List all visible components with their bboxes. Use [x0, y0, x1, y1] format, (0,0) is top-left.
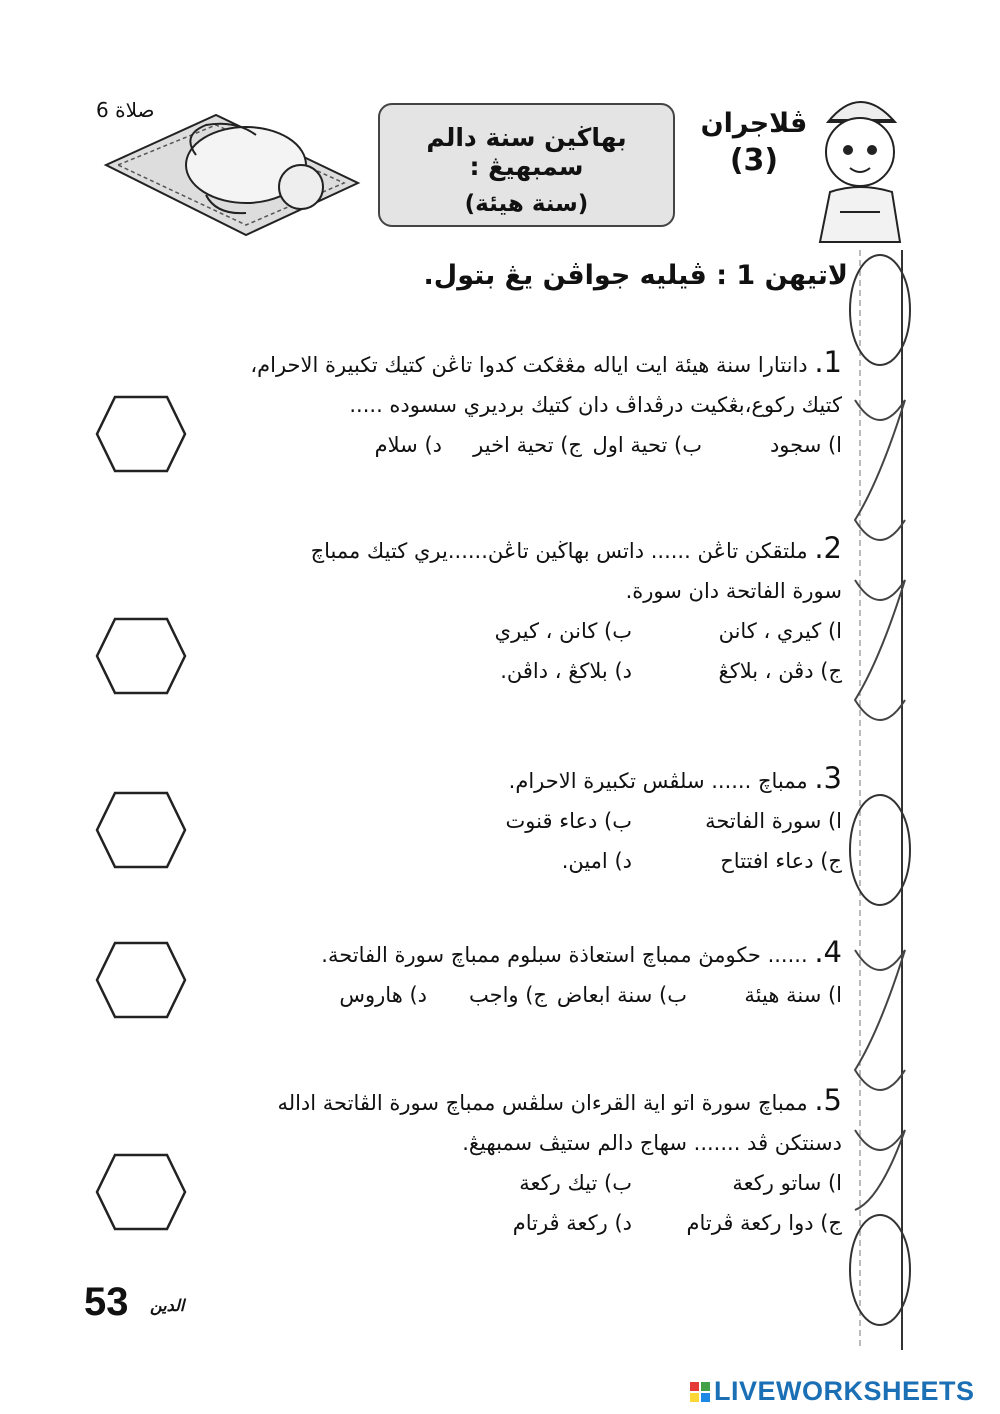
option-c: ج) دوا ركعة ڤرتام [686, 1211, 842, 1235]
option-b: ب) دعاء قنوت [505, 809, 632, 833]
liveworksheets-logo-text: LIVEWORKSHEETS [714, 1376, 975, 1406]
title-line-1: بهاڬين سنة دالم سمبهيڠ : [426, 123, 627, 181]
option-c: ج) دعاء افتتاح [720, 849, 842, 873]
question-number: 5. [814, 1083, 842, 1117]
answer-box-4[interactable] [95, 940, 187, 1020]
options-row [202, 1163, 842, 1203]
answer-box-1[interactable] [95, 394, 187, 474]
question-line [202, 342, 842, 385]
question-line: كتيك ركوع،بڠكيت درڤداڤ دان كتيك برديري سسوده ..... [349, 393, 842, 417]
question-line [202, 528, 842, 571]
exercise-instruction: لاتيهن 1 : ڤيليه جواڤن يڠ بتول. [423, 260, 848, 291]
options-row [202, 1203, 842, 1243]
boy-illustration [810, 82, 910, 247]
answer-box-2[interactable] [95, 616, 187, 696]
corner-label: صلاة 6 [96, 98, 155, 122]
options-row [202, 841, 842, 881]
option-b: ب) كانن ، كيري [494, 619, 632, 643]
question-line [202, 932, 842, 975]
question-number: 1. [814, 345, 842, 379]
question-1 [202, 342, 842, 465]
option-d: د) هاروس [339, 983, 427, 1007]
options-row [202, 611, 842, 651]
page-number: 53 [84, 1280, 129, 1324]
option-b: ب) تيك ركعة [519, 1171, 632, 1195]
subject-label: الدين [150, 1296, 185, 1315]
option-a: ا) كيري ، كانن [718, 619, 842, 643]
question-text: دانتارا سنة هيئة ايت اياله مڠڠکت كدوا تاڠن كتيك تكبيرة الاحرام، [250, 353, 808, 377]
option-d: د) سلام [374, 433, 442, 457]
title-box [378, 103, 675, 227]
option-b: ب) تحية اول [592, 433, 702, 457]
question-3 [202, 758, 842, 881]
options-row [202, 651, 842, 691]
liveworksheets-logo-icon [690, 1382, 710, 1402]
question-number: 4. [814, 935, 842, 969]
option-a: ا) سجود [769, 433, 842, 457]
answer-box-5[interactable] [95, 1152, 187, 1232]
question-text: ملتقكن تاڠن ...... داتس بهاڬين تاڠن......يري كتيك ممباچ [310, 539, 808, 563]
prayer-illustration [96, 95, 364, 243]
question-line: دسنتكن ڤد ....... سهاج دالم ستيڤ سمبهيڠ. [462, 1131, 842, 1155]
options-row [202, 425, 842, 465]
calligraphy-border [840, 250, 920, 1350]
option-a: ا) ساتو ركعة [732, 1171, 842, 1195]
lesson-number: (3) [729, 143, 779, 178]
question-5 [202, 1080, 842, 1243]
option-c: ج) واجب [468, 983, 547, 1007]
option-c: ج) تحية اخير [473, 433, 582, 457]
question-line: سورة الفاتحة دان سورة. [625, 579, 842, 603]
question-number: 3. [814, 761, 842, 795]
option-b: ب) سنة ابعاض [556, 983, 687, 1007]
lesson-label [694, 108, 814, 178]
options-row [202, 975, 842, 1015]
option-d: د) امين. [561, 849, 632, 873]
question-4 [202, 932, 842, 1015]
option-c: ج) دڤن ، بلاكڠ [718, 659, 842, 683]
option-d: د) بلاكڠ ، داڤن. [500, 659, 632, 683]
title-line-2: (سنة هيئة) [464, 191, 589, 217]
option-a: ا) سنة هيئة [744, 983, 842, 1007]
question-text: ممباچ ...... سلڤس تكبيرة الاحرام. [508, 769, 808, 793]
question-line [202, 758, 842, 801]
question-text: ...... حكومڽ ممباچ استعاذة سبلوم ممباچ سورة الفاتحة. [321, 943, 808, 967]
lesson-word: ڤلاجران [700, 108, 808, 139]
question-2 [202, 528, 842, 691]
question-number: 2. [814, 531, 842, 565]
question-text: ممباچ سورة اتو اية القرءان سلڤس ممباچ سورة الڤاتحة اداله [277, 1091, 808, 1115]
option-a: ا) سورة الفاتحة [705, 809, 842, 833]
question-line [202, 1080, 842, 1123]
answer-box-3[interactable] [95, 790, 187, 870]
option-d: د) ركعة ڤرتام [512, 1211, 632, 1235]
options-row [202, 801, 842, 841]
liveworksheets-logo[interactable] [690, 1376, 975, 1407]
